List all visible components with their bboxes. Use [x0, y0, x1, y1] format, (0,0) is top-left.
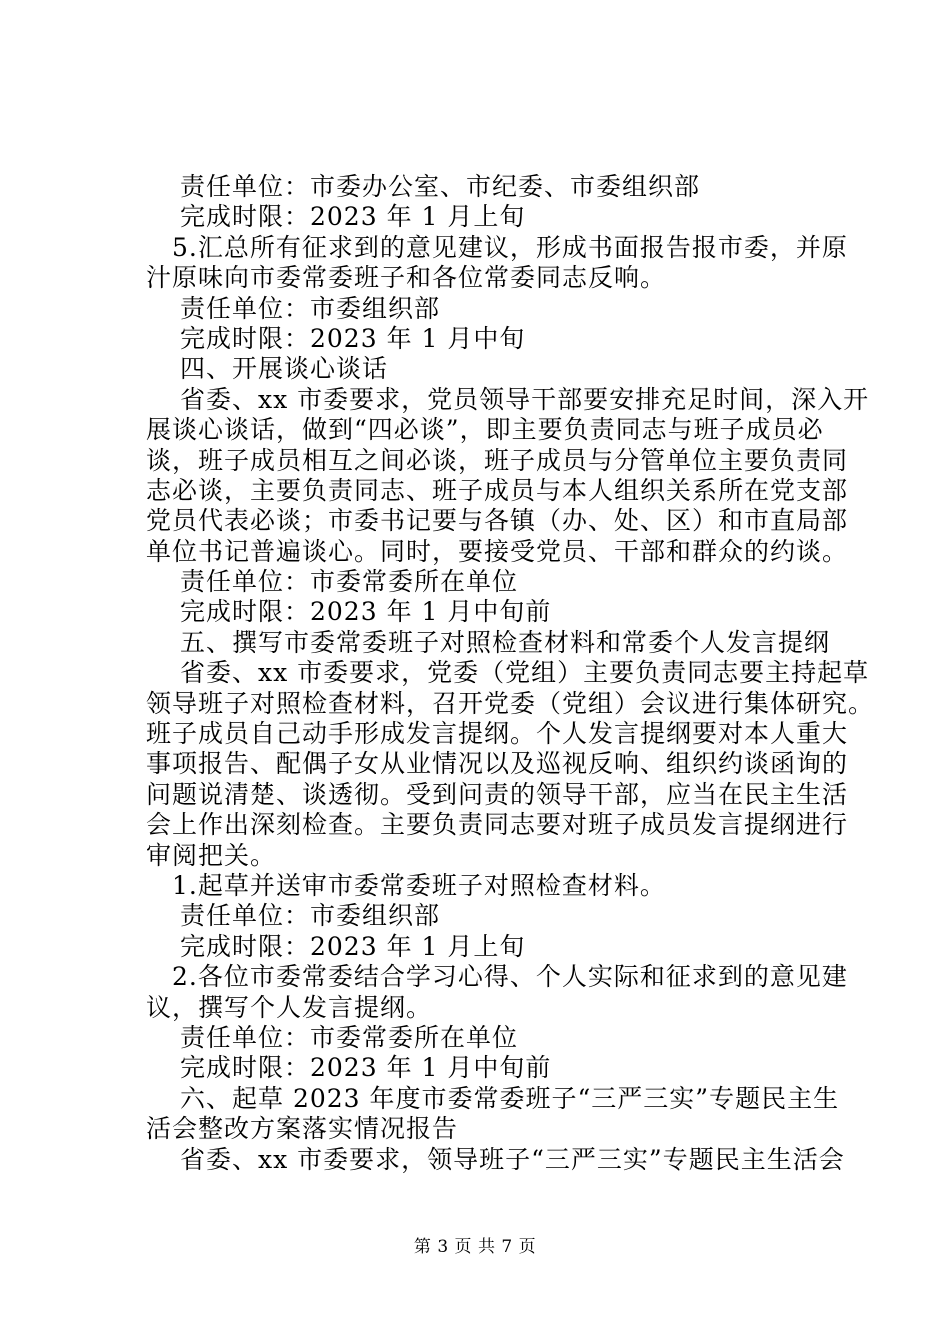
text-line: 审阅把关。: [146, 840, 277, 870]
text-line: 议，撰写个人发言提纲。: [146, 992, 433, 1022]
page-number-footer: 第 3 页 共 7 页: [413, 1237, 537, 1257]
text-line: 单位书记普遍谈心。同时，要接受党员、干部和群众的约谈。: [146, 536, 849, 566]
text-line: 领导班子对照检查材料，召开党委（党组）会议进行集体研究。: [146, 688, 875, 718]
text-line: 志必谈，主要负责同志、班子成员与本人组织关系所在党支部: [146, 475, 849, 505]
text-line: 省委、xx 市委要求，党委（党组）主要负责同志要主持起草: [180, 658, 870, 688]
text-line: 完成时限：2023 年 1 月中旬前: [180, 597, 552, 627]
text-line: 责任单位：市委组织部: [180, 293, 441, 323]
text-line: 2.各位市委常委结合学习心得、个人实际和征求到的意见建: [172, 962, 848, 992]
text-line: 会上作出深刻检查。主要负责同志要对班子成员发言提纲进行: [146, 810, 849, 840]
text-line: 5.汇总所有征求到的意见建议，形成书面报告报市委，并原: [172, 232, 848, 262]
text-line: 完成时限：2023 年 1 月中旬: [180, 323, 526, 353]
document-body: [146, 172, 875, 1175]
text-line: 班子成员自己动手形成发言提纲。个人发言提纲要对本人重大: [146, 719, 849, 749]
text-line: 谈，班子成员相互之间必谈，班子成员与分管单位主要负责同: [146, 445, 849, 475]
section-heading: 六、起草 2023 年度市委常委班子“三严三实”专题民主生: [180, 1083, 840, 1113]
text-line: 责任单位：市委常委所在单位: [180, 567, 519, 597]
text-line: 问题说清楚、谈透彻。受到问责的领导干部，应当在民主生活: [146, 779, 849, 809]
text-line: 完成时限：2023 年 1 月上旬: [180, 202, 526, 232]
text-line: 省委、xx 市委要求，领导班子“三严三实”专题民主生活会: [180, 1144, 845, 1174]
text-line: 1.起草并送审市委常委班子对照检查材料。: [172, 870, 666, 900]
text-line: 活会整改方案落实情况报告: [146, 1114, 459, 1144]
text-line: 责任单位：市委组织部: [180, 901, 441, 931]
text-line: 展谈心谈话，做到“四必谈”，即主要负责同志与班子成员必: [146, 415, 824, 445]
text-line: 完成时限：2023 年 1 月上旬: [180, 931, 526, 961]
text-line: 责任单位：市委办公室、市纪委、市委组织部: [180, 172, 701, 201]
section-heading: 五、撰写市委常委班子对照检查材料和常委个人发言提纲: [180, 627, 831, 657]
text-line: 党员代表必谈；市委书记要与各镇（办、处、区）和市直局部: [146, 506, 849, 536]
text-line: 汁原味向市委常委班子和各位常委同志反响。: [146, 263, 667, 293]
text-line: 省委、xx 市委要求，党员领导干部要安排充足时间，深入开: [180, 384, 870, 414]
text-line: 完成时限：2023 年 1 月中旬前: [180, 1053, 552, 1083]
text-line: 事项报告、配偶子女从业情况以及巡视反响、组织约谈函询的: [146, 749, 849, 779]
text-line: 责任单位：市委常委所在单位: [180, 1022, 519, 1052]
section-heading: 四、开展谈心谈话: [180, 354, 389, 384]
